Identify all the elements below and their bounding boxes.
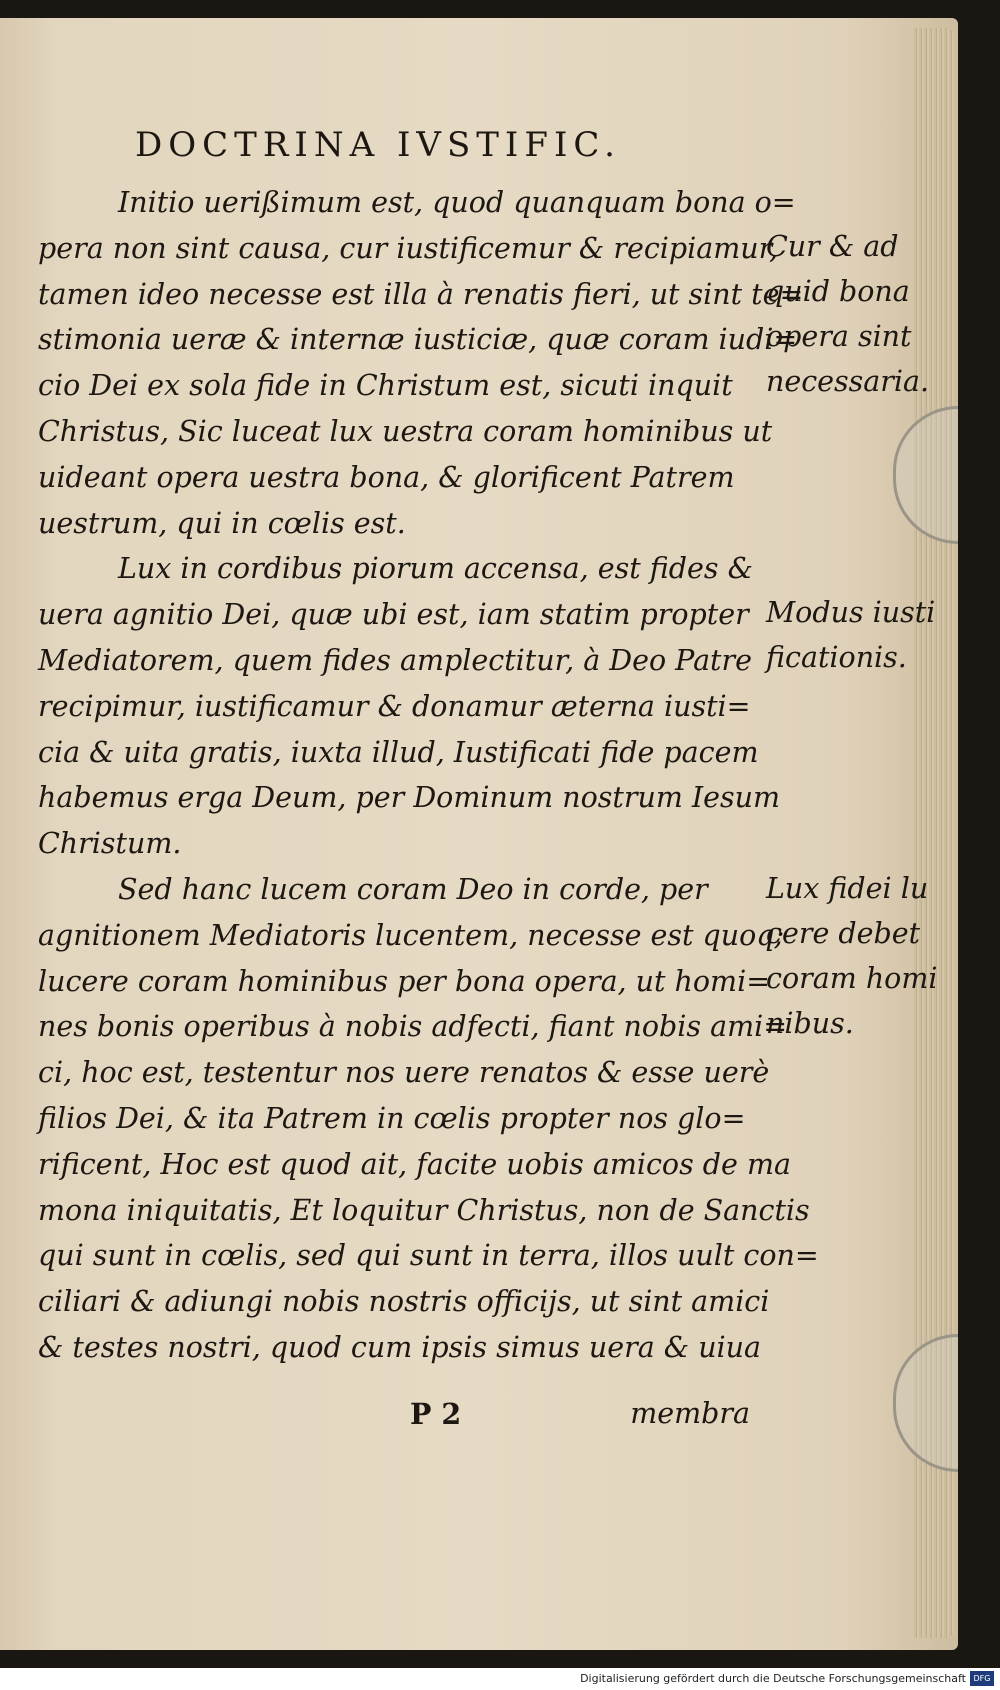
body-line: rificent, Hoc est quod ait, facite uobis amicos de ma (38, 1147, 791, 1181)
body-line: ciliari & adiungi nobis nostris officijs, ut sint amici (38, 1285, 770, 1319)
margin-note-line: necessaria. (766, 365, 930, 398)
body-line: agnitionem Mediatoris lucentem, necesse est quoq; (38, 918, 785, 952)
body-line: cio Dei ex sola fide in Christum est, sicuti inquit (38, 369, 733, 403)
clasp-bottom (893, 1334, 958, 1472)
margin-note-line: Cur & ad (766, 230, 899, 263)
catchword: membra (630, 1397, 750, 1430)
body-line: Mediatorem, quem fides amplectitur, à Deo Patre (38, 643, 753, 677)
body-line: qui sunt in cœlis, sed qui sunt in terra, illos uult con= (38, 1239, 819, 1273)
dfg-credit: Digitalisierung gefördert durch die Deutsche Forschungsgemeinschaft (580, 1672, 966, 1685)
body-line: Christum. (38, 827, 182, 861)
body-line: Initio uerißimum est, quod quanquam bona o= (118, 186, 796, 219)
margin-note-line: cere debet (766, 917, 921, 950)
body-line: Christus, Sic luceat lux uestra coram hominibus ut (38, 414, 773, 448)
signature-mark: P 2 (410, 1397, 462, 1431)
margin-note-line: ficationis. (766, 641, 907, 674)
body-line: Lux in cordibus piorum accensa, est fides & (118, 552, 753, 586)
body-line: uideant opera uestra bona, & glorificent Patrem (38, 460, 735, 494)
body-line: uera agnitio Dei, quæ ubi est, iam statim propter (38, 598, 749, 632)
margin-note-line: nibus. (766, 1007, 854, 1040)
body-line: stimonia ueræ & internæ iusticiæ, quæ coram iudi= (38, 323, 798, 357)
dfg-logo: DFG (970, 1671, 994, 1686)
margin-note-1 (766, 224, 936, 404)
margin-note-2 (766, 590, 936, 680)
body-line: mona iniquitatis, Et loquitur Christus, non de Sanctis (38, 1193, 810, 1227)
body-line: uestrum, qui in cœlis est. (38, 506, 406, 540)
page-footer (38, 1397, 750, 1443)
body-line: Sed hanc lucem coram Deo in corde, per (118, 872, 708, 906)
body-line: pera non sint causa, cur iustificemur & recipiamur, (38, 231, 779, 265)
margin-note-line: Lux fidei lu (766, 872, 929, 905)
margin-note-line: Modus iusti (766, 596, 936, 629)
body-line: cia & uita gratis, iuxta illud, Iustificati fide pacem (38, 735, 759, 769)
body-line: tamen ideo necesse est illa à renatis fieri, ut sint te= (38, 277, 804, 311)
margin-note-line: coram homi (766, 962, 938, 995)
running-header: DOCTRINA IVSTIFIC. (135, 125, 621, 165)
body-line: habemus erga Deum, per Dominum nostrum Iesum (38, 781, 781, 815)
body-line: ci, hoc est, testentur nos uere renatos & esse uerè (38, 1056, 770, 1090)
body-line: filios Dei, & ita Patrem in cœlis propter nos glo= (38, 1101, 746, 1135)
body-line: nes bonis operibus à nobis adfecti, fiant nobis ami= (38, 1010, 788, 1044)
body-line: lucere coram hominibus per bona opera, ut homi= (38, 964, 771, 998)
body-line: recipimur, iustificamur & donamur æterna iusti= (38, 689, 751, 723)
margin-note-line: quid bona (766, 275, 910, 308)
body-line: & testes nostri, quod cum ipsis simus uera & uiua (38, 1330, 762, 1364)
clasp-top (893, 406, 958, 544)
margin-note-3 (766, 866, 936, 1046)
body-text (38, 180, 819, 1371)
margin-note-line: opera sint (766, 320, 912, 353)
